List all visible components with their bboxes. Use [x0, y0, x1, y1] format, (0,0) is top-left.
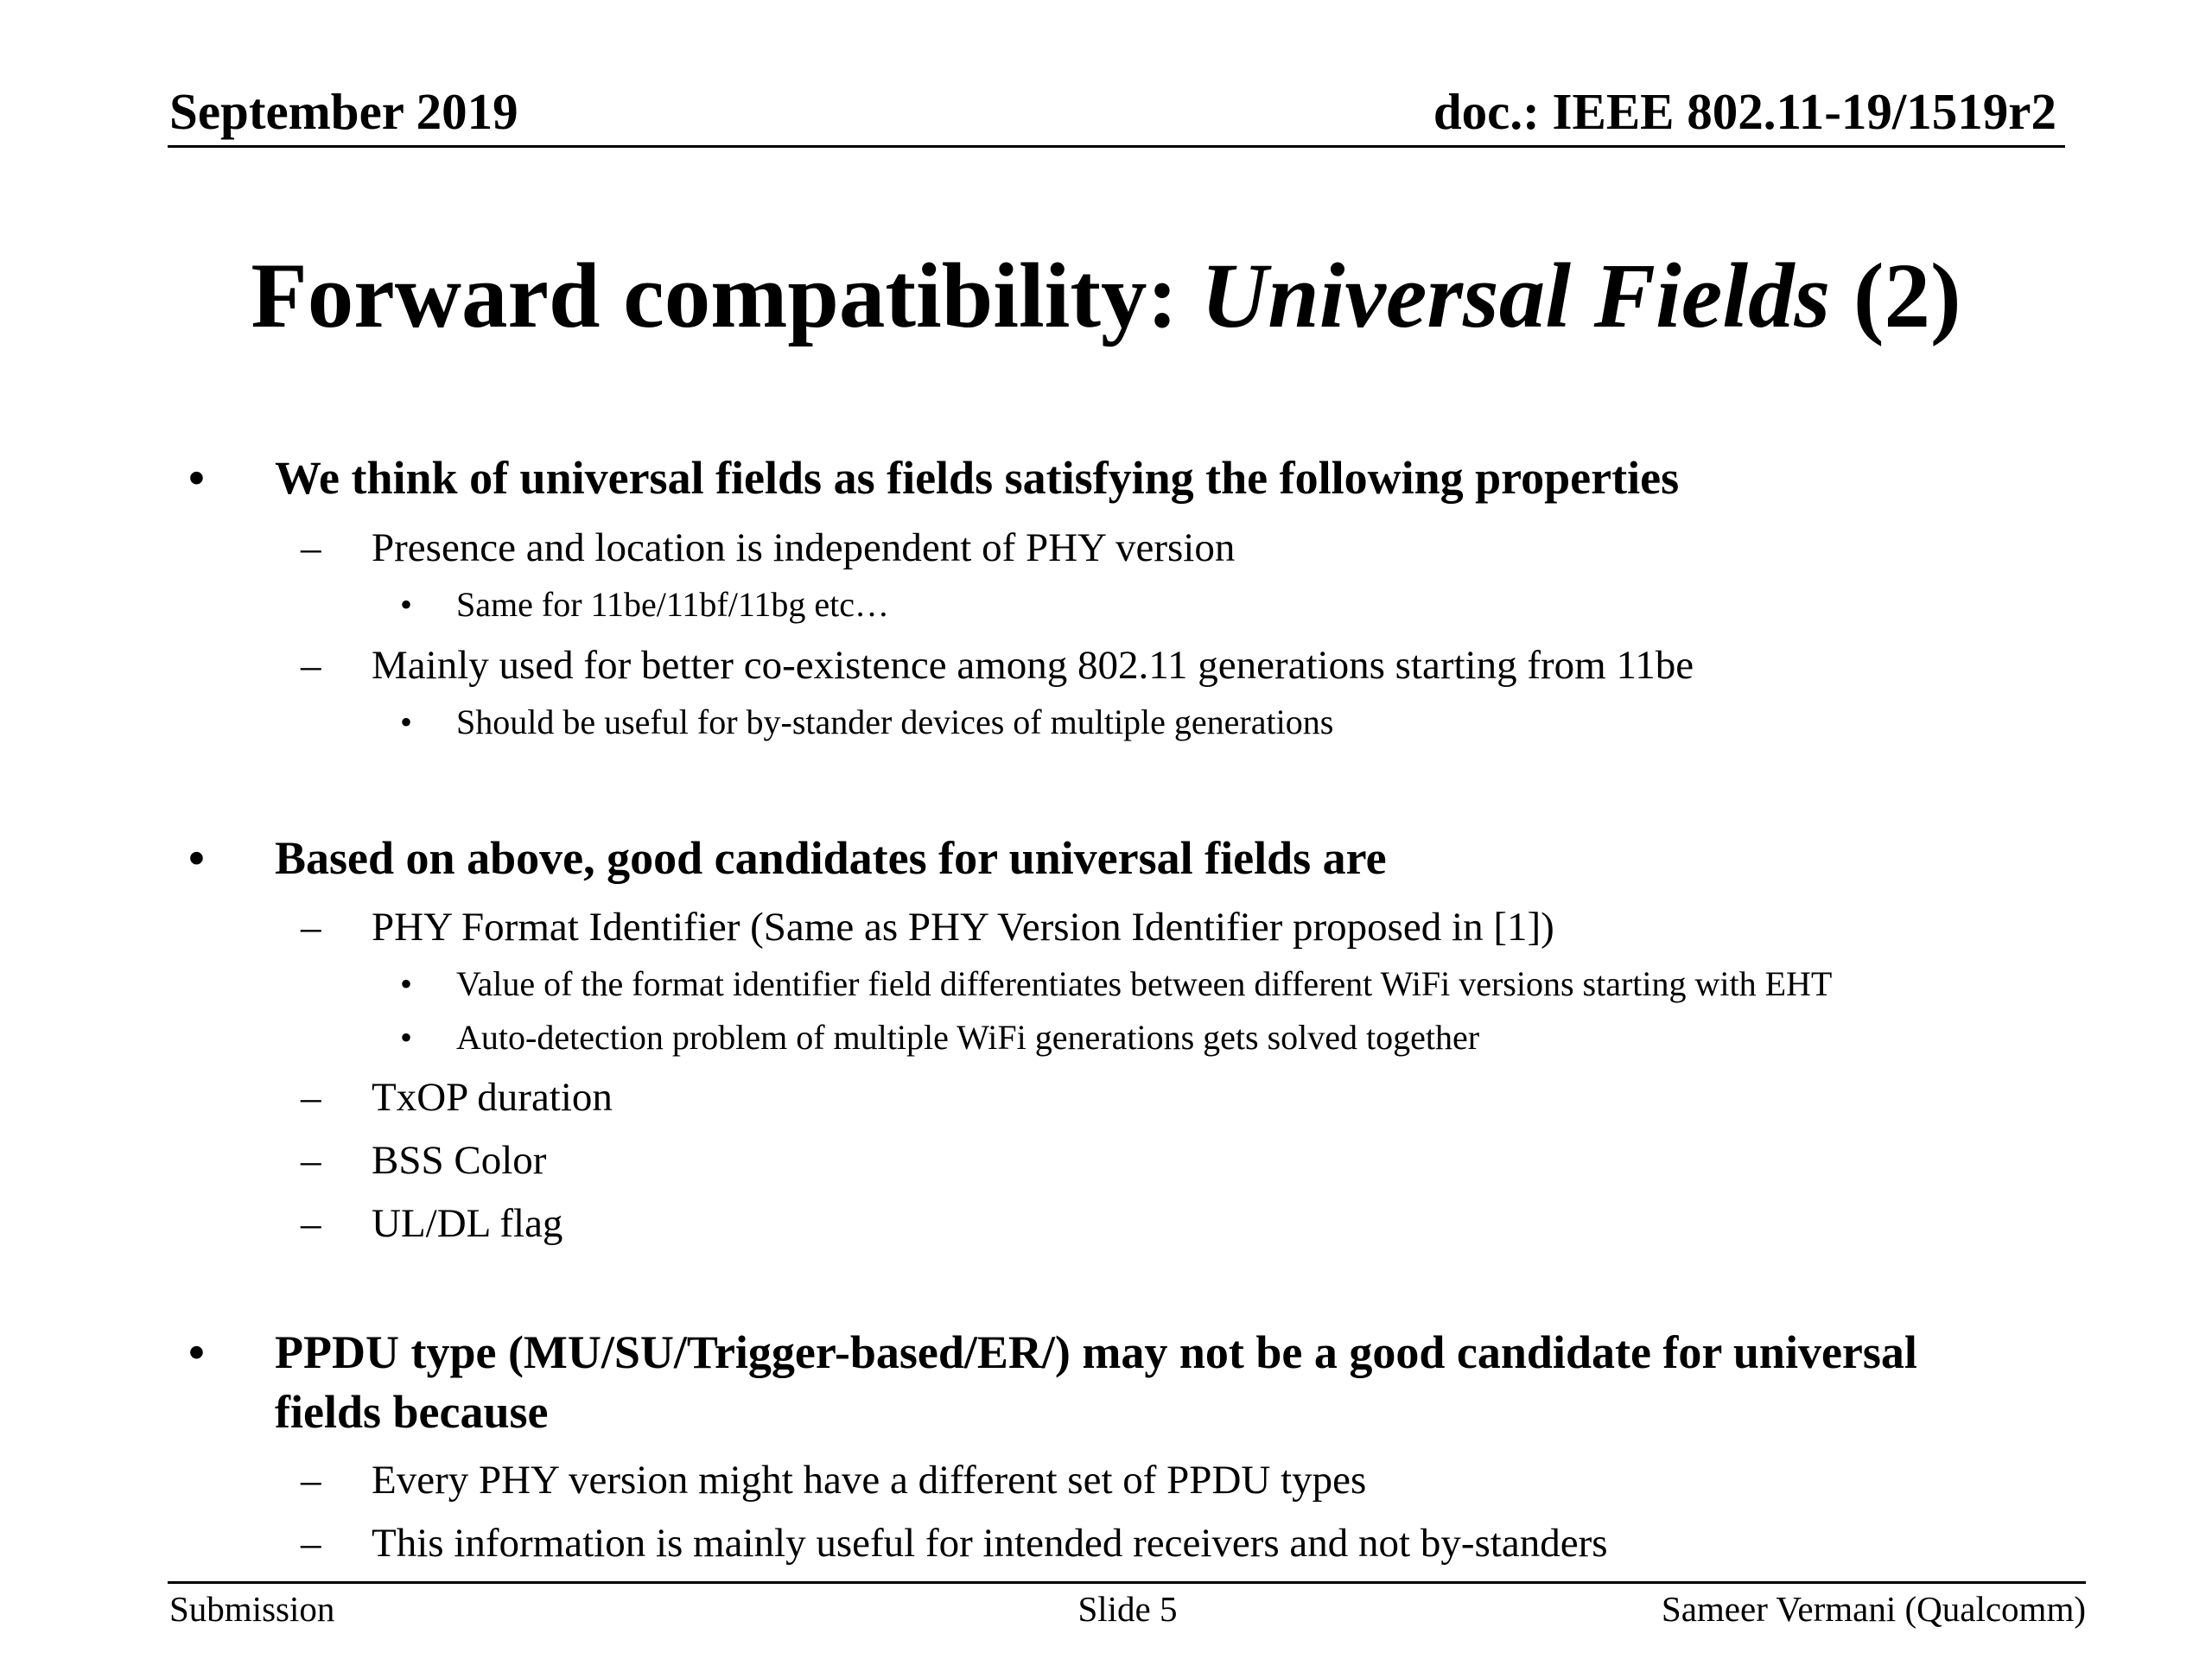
sub-bullet-text: TxOP duration	[372, 1075, 613, 1120]
sub-bullet-text: This information is mainly useful for intended receivers and not by-standers	[372, 1521, 1608, 1566]
sub-sub-bullet-text: Auto-detection problem of multiple WiFi generations gets solved together	[456, 1018, 1480, 1057]
footer-submission: Submission	[169, 1589, 335, 1629]
bullet-marker: •	[400, 702, 413, 741]
footer-slide-number: Slide 5	[1077, 1589, 1178, 1629]
dash-marker: –	[301, 1201, 321, 1246]
dash-marker: –	[301, 1138, 321, 1183]
bullet-text-line-1: PPDU type (MU/SU/Trigger-based/ER/) may not be a good candidate for universal	[275, 1326, 1917, 1378]
footer-author: Sameer Vermani (Qualcomm)	[1661, 1589, 2086, 1629]
title-part-2-italic: Universal Fields	[1200, 245, 1831, 347]
sub-sub-bullet-text: Should be useful for by-stander devices of multiple generations	[456, 702, 1334, 741]
sub-bullet-text: UL/DL flag	[372, 1201, 563, 1246]
sub-bullet-text: PHY Format Identifier (Same as PHY Version Identifier proposed in [1])	[372, 905, 1554, 950]
bullet-marker: •	[188, 832, 205, 884]
bullet-marker: •	[400, 1018, 413, 1057]
dash-marker: –	[301, 905, 321, 950]
dash-marker: –	[301, 1075, 321, 1120]
bullet-marker: •	[400, 585, 413, 624]
title-part-1: Forward compatibility:	[251, 245, 1201, 347]
dash-marker: –	[301, 1458, 321, 1503]
dash-marker: –	[301, 1521, 321, 1566]
header-doc-id: doc.: IEEE 802.11-19/1519r2	[1433, 83, 2056, 140]
bullet-marker: •	[188, 452, 205, 504]
sub-bullet-text: BSS Color	[372, 1138, 547, 1183]
bullet-text-line-2: fields because	[275, 1386, 549, 1438]
dash-marker: –	[301, 643, 321, 688]
sub-bullet-text: Every PHY version might have a different set of PPDU types	[372, 1458, 1367, 1503]
sub-bullet-text: Presence and location is independent of PHY version	[372, 525, 1236, 570]
bullet-marker: •	[188, 1326, 205, 1378]
sub-bullet-text: Mainly used for better co-existence among 802.11 generations starting from 11be	[372, 643, 1694, 688]
footer-rule	[168, 1581, 2086, 1584]
sub-sub-bullet-text: Same for 11be/11bf/11bg etc…	[456, 585, 889, 624]
sub-sub-bullet-text: Value of the format identifier field differentiates between different WiFi versions starting with EHT	[456, 964, 1833, 1003]
slide-title	[0, 245, 2212, 347]
bullet-text: Based on above, good candidates for universal fields are	[275, 832, 1387, 884]
header-rule	[168, 145, 2065, 148]
bullet-marker: •	[400, 964, 413, 1003]
header-date: September 2019	[169, 83, 518, 140]
dash-marker: –	[301, 525, 321, 570]
bullet-text: We think of universal fields as fields satisfying the following properties	[275, 452, 1680, 504]
title-part-3: (2)	[1830, 245, 1961, 347]
